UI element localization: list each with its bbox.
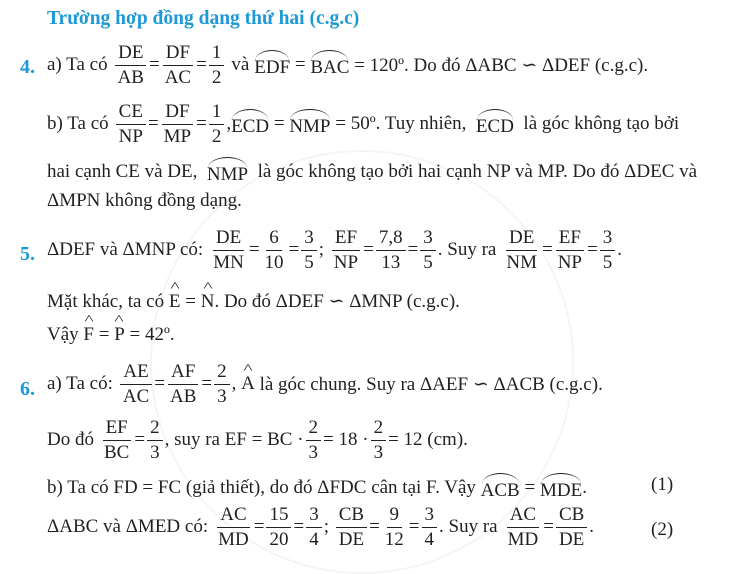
fraction: $\frac{CB}{DE}$ <box>556 505 587 550</box>
fraction: $\frac{AC}{MD}$ <box>218 504 249 550</box>
angle-bac: BAC <box>310 51 349 79</box>
fraction: $\frac{EF}{NP}$ <box>333 227 359 273</box>
problem-6b-line: b) Ta có FD = FC (giả thiết), do đó ΔFDC cân tại F. Vậy ACB = MDE . <box>47 474 587 502</box>
problem-6c-line: ΔABC và ΔMED có: $\frac{AC}{MD}$ = $\frac{15}{20}$ = $\frac{3}{4}$ ; $\frac{CB}{DE}$ = $\frac{9}{12}$ = $\frac{3}{4}$ . Suy ra $\frac{AC}{MD}$ = $\frac{CB}{DE}$ . <box>47 504 595 550</box>
fraction: $\frac{DE}{AB}$ <box>115 43 147 88</box>
fraction: $\frac{3}{4}$ <box>306 505 322 550</box>
fraction: $\frac{DF}{AC}$ <box>164 42 192 88</box>
fraction: $\frac{AF}{AB}$ <box>169 361 197 407</box>
problem-4-number: 4. <box>20 56 35 78</box>
angle-p: ^ P <box>114 324 125 346</box>
problem-4b-line-2: hai cạnh CE và DE, NMP là góc không tạo bởi hai cạnh NP và MP. Do đó ΔDEC và <box>47 158 697 186</box>
angle-e: ^ E <box>169 291 181 313</box>
fraction: $\frac{2}{3}$ <box>306 418 322 463</box>
problem-5-line-2: Mặt khác, ta có ^ E = ^ N . Do đó ΔDEF ∽ ΔMNP (c.g.c). <box>47 290 460 313</box>
fraction: $\frac{2}{3}$ <box>371 418 387 463</box>
angle-edf: EDF <box>254 51 290 79</box>
equation-tag-2: (2) <box>651 519 674 540</box>
problem-6a-line-2: Do đó $\frac{EF}{BC}$ = $\frac{2}{3}$ , suy ra EF = BC · $\frac{2}{3}$ = 18 · $\frac{2}{3}$ = 12 (cm). <box>47 417 468 463</box>
problem-4a-line: a) Ta có $\frac{DE}{AB}$ = $\frac{DF}{AC}$ = $\frac{1}{2}$ và EDF = BAC = 120º. Do đó ΔABC ∽ ΔDEF (c.g.c). <box>47 42 649 88</box>
fraction: $\frac{2}{3}$ <box>147 418 163 463</box>
angle-acb: ACB <box>481 474 520 502</box>
problem-5-number: 5. <box>20 243 35 265</box>
equation-tag-1: (1) <box>651 474 674 495</box>
fraction: $\frac{15}{20}$ <box>266 505 291 550</box>
angle-a: ^ A <box>241 373 255 395</box>
fraction: $\frac{CE}{NP}$ <box>116 102 146 147</box>
angle-f: ^ F <box>83 324 94 346</box>
fraction: $\frac{CB}{DE}$ <box>336 505 367 550</box>
fraction: $\frac{1}{2}$ <box>209 102 225 147</box>
fraction: $\frac{EF}{BC}$ <box>103 417 130 463</box>
fraction: $\frac{3}{5}$ <box>301 228 317 273</box>
fraction: $\frac{EF}{NP}$ <box>557 227 582 273</box>
fraction: $\frac{7,8}{13}$ <box>376 228 406 273</box>
fraction: $\frac{3}{5}$ <box>600 228 616 273</box>
problem-4b-line-3: ΔMPN không đồng dạng. <box>47 190 242 211</box>
fraction: $\frac{AE}{AC}$ <box>120 362 152 407</box>
fraction: $\frac{DF}{MP}$ <box>163 101 192 147</box>
angle-mde: MDE <box>540 474 582 502</box>
problem-5-line-3: Vậy ^ F = ^ P = 42º. <box>47 324 175 346</box>
angle-ecd: ECD <box>476 110 514 138</box>
fraction: $\frac{6}{10}$ <box>264 227 284 273</box>
fraction: $\frac{AC}{MD}$ <box>507 504 539 550</box>
fraction: $\frac{9}{12}$ <box>384 504 404 550</box>
fraction: $\frac{1}{2}$ <box>209 43 225 88</box>
problem-6a-line: a) Ta có: $\frac{AE}{AC}$ = $\frac{AF}{AB}$ = $\frac{2}{3}$ , ^ A là góc chung. Suy ra ΔAEF ∽ ΔACB (c.g.c). <box>47 362 603 407</box>
angle-nmp: NMP <box>207 158 248 186</box>
problem-5-line: ΔDEF và ΔMNP có: $\frac{DE}{MN}$ = $\frac{6}{10}$ = $\frac{3}{5}$ ; $\frac{EF}{NP}$ = $\frac{7,8}{13}$ = $\frac{3}{5}$ . Suy ra $\frac{DE}{NM}$ = $\frac{EF}{NP}$ = $\frac{3}{5}$ . <box>47 227 622 273</box>
section-heading: Trường hợp đồng dạng thứ hai (c.g.c) <box>47 8 360 29</box>
fraction: $\frac{3}{4}$ <box>422 505 438 550</box>
angle-nmp: NMP <box>289 110 330 138</box>
fraction: $\frac{2}{3}$ <box>214 362 230 407</box>
fraction: $\frac{DE}{MN}$ <box>213 227 244 273</box>
problem-4b-line: b) Ta có $\frac{CE}{NP}$ = $\frac{DF}{MP}$ = $\frac{1}{2}$ , ECD = NMP = 50º. Tuy nhiên, ECD là góc không tạo bởi <box>47 101 680 147</box>
fraction: $\frac{DE}{NM}$ <box>506 227 537 273</box>
problem-6-number: 6. <box>20 378 35 400</box>
angle-n: ^ N <box>201 291 215 313</box>
fraction: $\frac{3}{5}$ <box>420 228 436 273</box>
angle-ecd: ECD <box>231 110 269 138</box>
